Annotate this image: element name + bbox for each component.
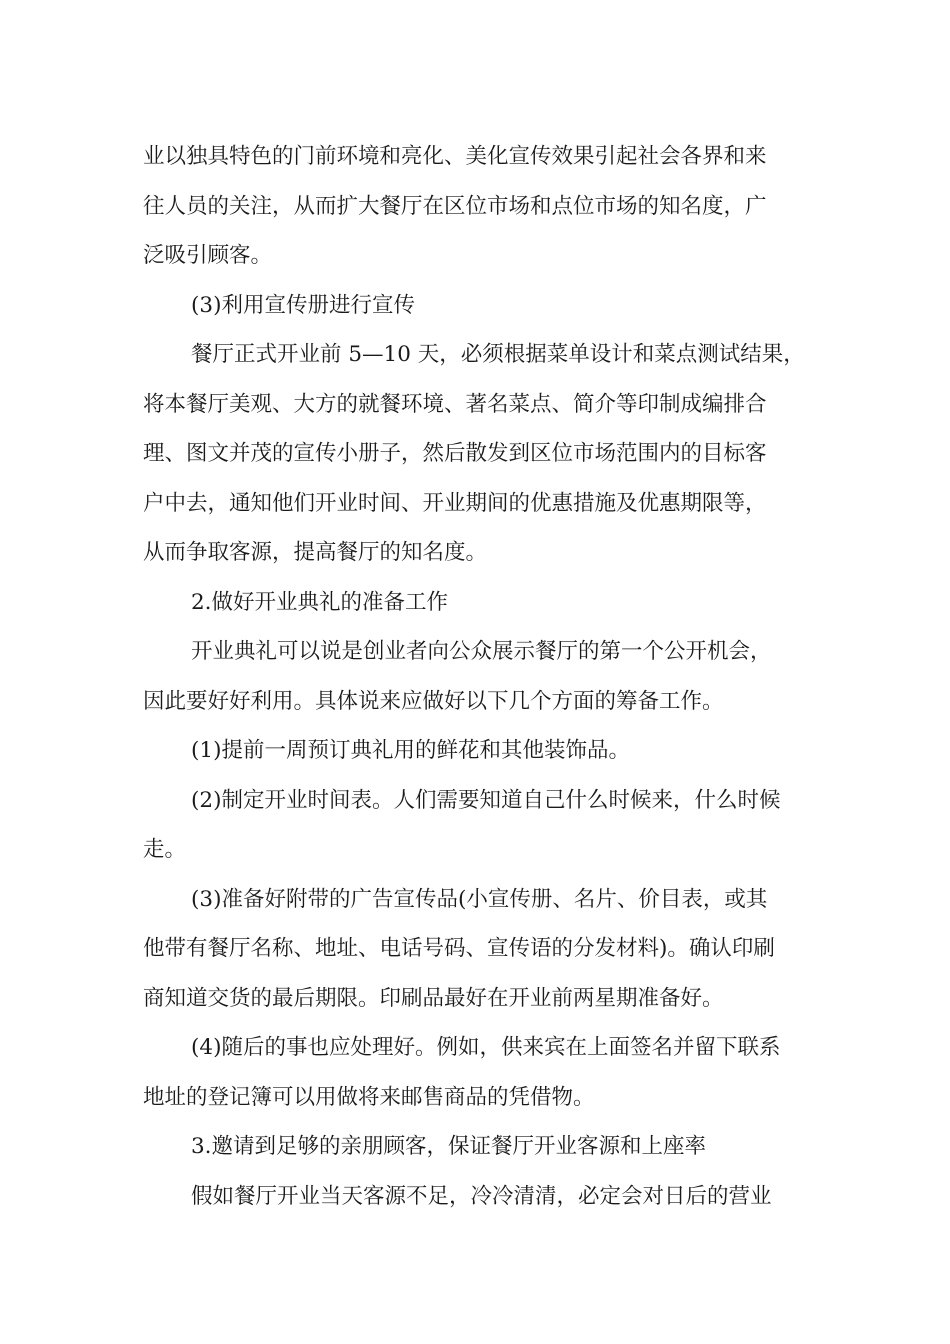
list-item: (2)制定开业时间表。人们需要知道自己什么时候来，什么时候 [191, 787, 781, 813]
text-line: 地址的登记簿可以用做将来邮售商品的凭借物。 [143, 1084, 595, 1110]
list-item: (4)随后的事也应处理好。例如，供来宾在上面签名并留下联系 [191, 1035, 781, 1060]
text-line: 将本餐厅美观、大方的就餐环境、著名菜点、简介等印制成编排合 [143, 391, 767, 417]
document-body [143, 132, 813, 1221]
text-line: 理、图文并茂的宣传小册子，然后散发到区位市场范围内的目标客 [143, 441, 767, 466]
text-line: 从而争取客源，提高餐厅的知名度。 [143, 540, 488, 565]
text-line: 泛吸引顾客。 [143, 243, 273, 268]
section-heading: (3)利用宣传册进行宣传 [191, 292, 415, 318]
text-line: 业以独具特色的门前环境和亮化、美化宣传效果引起社会各界和来 [143, 144, 767, 169]
text-line: 他带有餐厅名称、地址、电话号码、宣传语的分发材料)。确认印刷 [143, 936, 775, 961]
list-item: (1)提前一周预订典礼用的鲜花和其他装饰品。 [191, 738, 630, 763]
text-line: 商知道交货的最后期限。印刷品最好在开业前两星期准备好。 [143, 985, 724, 1011]
text-line: 假如餐厅开业当天客源不足，冷冷清清，必定会对日后的营业 [191, 1183, 772, 1209]
text-line: 开业典礼可以说是创业者向公众展示餐厅的第一个公开机会， [191, 639, 772, 664]
section-heading: 3.邀请到足够的亲朋顾客，保证餐厅开业客源和上座率 [191, 1134, 707, 1159]
section-heading: 2.做好开业典礼的准备工作 [191, 589, 449, 615]
list-item: (3)准备好附带的广告宣传品(小宣传册、名片、价目表，或其 [191, 886, 768, 912]
text-line: 往人员的关注，从而扩大餐厅在区位市场和点位市场的知名度，广 [143, 193, 767, 219]
text-line: 餐厅正式开业前 5—10 天，必须根据菜单设计和菜点测试结果， [191, 342, 805, 367]
text-line: 户中去，通知他们开业时间、开业期间的优惠措施及优惠期限等， [143, 490, 767, 516]
text-line: 走。 [143, 837, 187, 862]
text-line: 因此要好好利用。具体说来应做好以下几个方面的筹备工作。 [143, 688, 724, 714]
